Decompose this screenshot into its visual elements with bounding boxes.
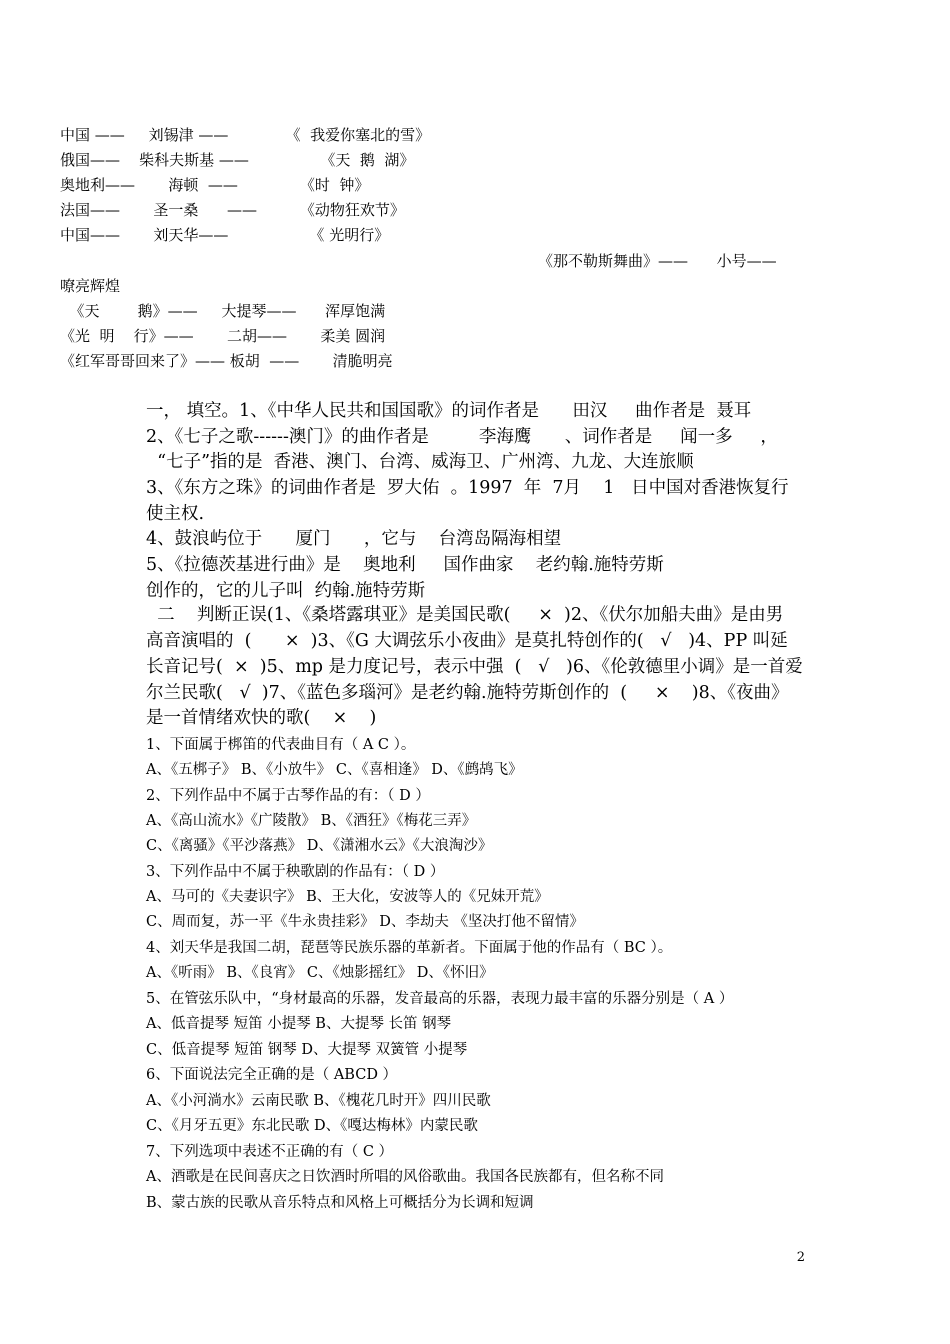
fill-line: 2、《七子之歌------澳门》的曲作者是 李海鹰 、词作者是 闻一多 ， (146, 427, 778, 447)
mc-line: 2、下列作品中不属于古琴作品的有：（ D ） (146, 788, 430, 804)
mc-line: C、《月牙五更》东北民歌 D、《嘎达梅林》内蒙民歌 (146, 1118, 478, 1134)
page-number: 2 (796, 1250, 805, 1265)
fill-line: 创作的，它的儿子叫 约翰.施特劳斯 (146, 581, 426, 601)
composer-row: 法国—— 圣一桑 —— 《动物狂欢节》 (60, 201, 405, 219)
mc-line: 3、下列作品中不属于秧歌剧的作品有：（ D ） (146, 864, 445, 880)
tf-line: 高音演唱的 ( × )3、《G 大调弦乐小夜曲》是莫扎特创作的( √ )4、PP 叫延 (146, 631, 788, 651)
tf-line: 长音记号( × )5、mp 是力度记号，表示中强 ( √ )6、《伦敦德里小调》是一首爱 (146, 657, 803, 677)
mc-line: A、酒歌是在民间喜庆之日饮酒时所唱的风俗歌曲。我国各民族都有，但名称不同 (146, 1169, 664, 1185)
tf-line: 二 判断正误(1、《桑塔露琪亚》是美国民歌( × )2、《伏尔加船夫曲》是由男 (146, 605, 784, 625)
composer-row: 奥地利—— 海顿 —— 《时 钟》 (60, 176, 370, 194)
mc-line: C、周而复，苏一平《牛永贵挂彩》 D、李劫夫 《坚决打他不留情》 (146, 914, 584, 930)
instrument-row: 《那不勒斯舞曲》—— 小号—— (538, 252, 777, 270)
instrument-row-cont: 嘹亮辉煌 (60, 277, 121, 295)
instrument-row: 《天 鹅》—— 大提琴—— 浑厚饱满 (60, 302, 386, 320)
composer-row: 俄国—— 柴科夫斯基 —— 《天 鹅 湖》 (60, 151, 415, 169)
mc-line: 1、下面属于梆笛的代表曲目有（ A C ）。 (146, 737, 416, 753)
mc-line: C、低音提琴 短笛 钢琴 D、大提琴 双簧管 小提琴 (146, 1042, 468, 1058)
mc-line: C、《离骚》《平沙落燕》 D、《潇湘水云》《大浪淘沙》 (146, 838, 493, 854)
instrument-row: 《红军哥哥回来了》—— 板胡 —— 清脆明亮 (60, 352, 393, 370)
mc-line: A、《小河淌水》云南民歌 B、《槐花几时开》四川民歌 (146, 1093, 491, 1109)
composer-row: 中国 —— 刘锡津 —— 《 我爱你塞北的雪》 (60, 126, 431, 144)
mc-line: 7、下列选项中表述不正确的有（ C ） (146, 1144, 394, 1160)
tf-line: 是一首情绪欢快的歌( × ) (146, 708, 377, 728)
fill-line: “七子”指的是 香港、澳门、台湾、威海卫、广州湾、九龙、大连旅顺 (146, 452, 694, 472)
mc-line: B、蒙古族的民歌从音乐特点和风格上可概括分为长调和短调 (146, 1195, 534, 1211)
mc-line: A、低音提琴 短笛 小提琴 B、大提琴 长笛 钢琴 (146, 1016, 452, 1032)
mc-line: A、《五梆子》 B、《小放牛》 C、《喜相逢》 D、《鹧鸪飞》 (146, 762, 523, 778)
mc-line: A、《高山流水》《广陵散》 B、《酒狂》《梅花三弄》 (146, 813, 477, 829)
mc-line: 6、下面说法完全正确的是（ ABCD ） (146, 1067, 398, 1083)
mc-line: 5、在管弦乐队中，“身材最高的乐器，发音最高的乐器，表现力最丰富的乐器分别是（ A ） (146, 991, 734, 1007)
fill-line: 使主权. (146, 504, 205, 524)
mc-line: A、马可的《夫妻识字》 B、王大化，安波等人的《兄妹开荒》 (146, 889, 549, 905)
fill-line: 一， 填空。1、《中华人民共和国国歌》的词作者是 田汉 曲作者是 聂耳 (146, 401, 752, 421)
tf-line: 尔兰民歌( √ )7、《蓝色多瑙河》是老约翰.施特劳斯创作的 ( × )8、《夜曲》 (146, 683, 789, 703)
composer-row: 中国—— 刘天华—— 《 光明行》 (60, 226, 390, 244)
fill-line: 3、《东方之珠》的词曲作者是 罗大佑 。1997 年 7月 1 日中国对香港恢复行 (146, 478, 789, 498)
fill-line: 4、鼓浪屿位于 厦门 ，它与 台湾岛隔海相望 (146, 529, 562, 549)
fill-line: 5、《拉德茨基进行曲》是 奥地利 国作曲家 老约翰.施特劳斯 (146, 555, 664, 575)
instrument-row: 《光 明 行》—— 二胡—— 柔美 圆润 (60, 327, 386, 345)
mc-line: 4、刘天华是我国二胡，琵琶等民族乐器的革新者。下面属于他的作品有（ BC ）。 (146, 940, 673, 956)
mc-line: A、《听雨》 B、《良宵》 C、《烛影摇红》 D、《怀旧》 (146, 965, 494, 981)
